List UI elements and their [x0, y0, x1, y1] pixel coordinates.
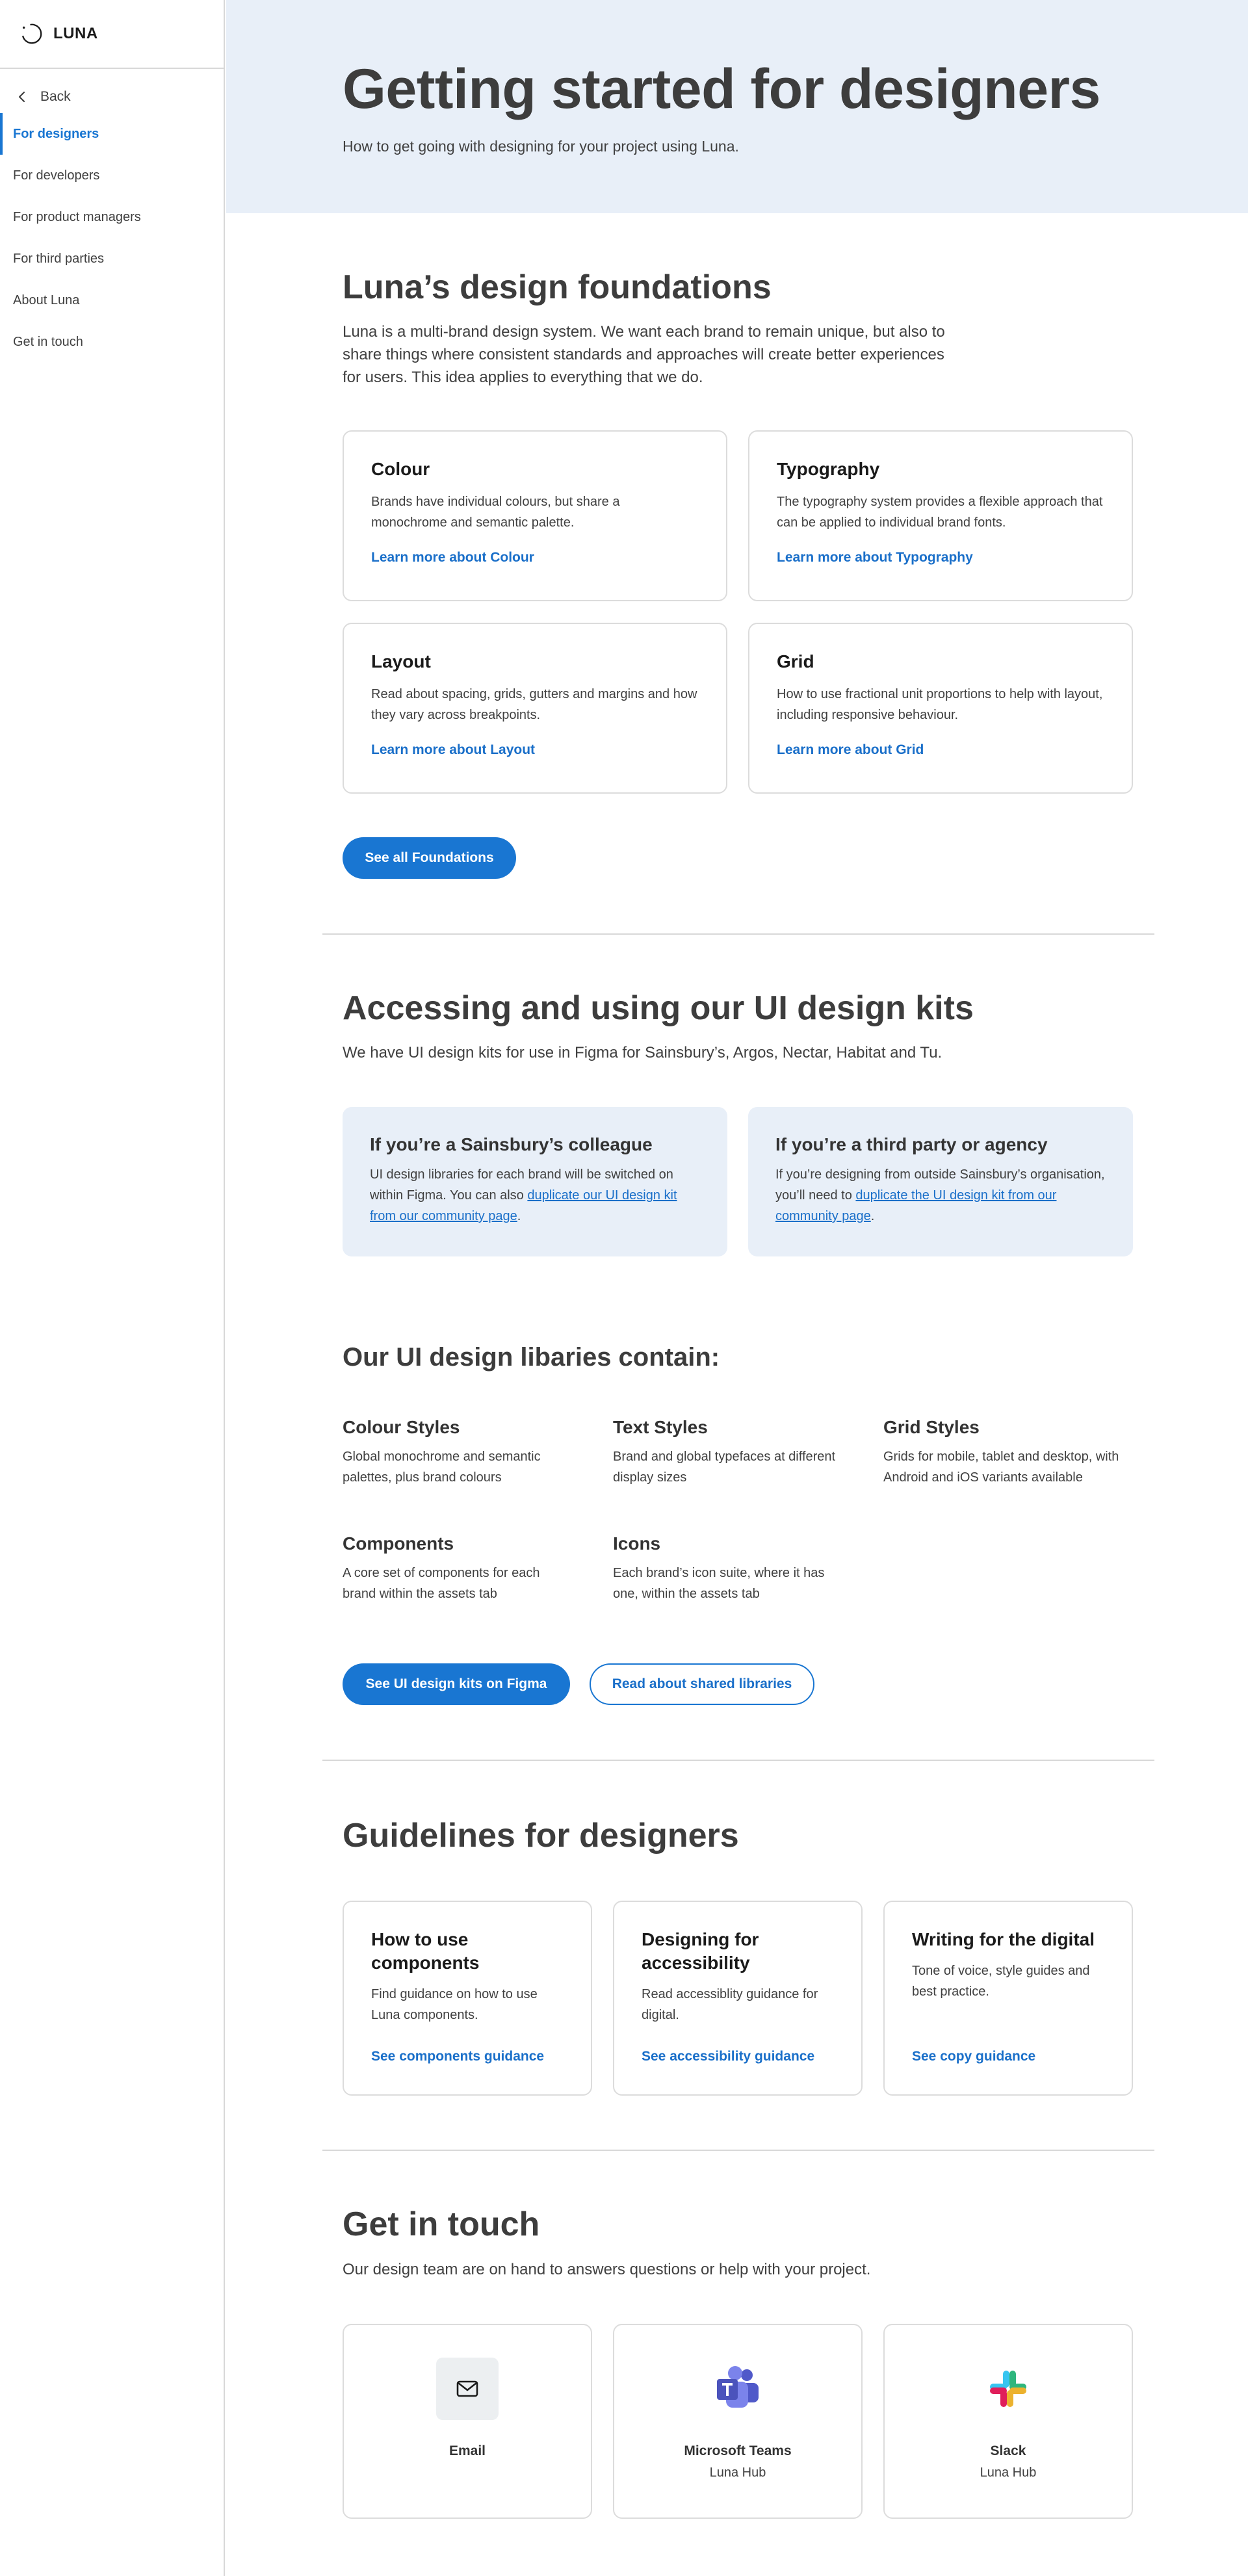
brand-header[interactable] — [0, 0, 224, 69]
page-subtitle: How to get going with designing for your project using Luna. — [343, 138, 739, 155]
see-ui-kits-figma-button[interactable]: See UI design kits on Figma — [343, 1663, 570, 1705]
kits-lead: We have UI design kits for use in Figma for Sainsbury’s, Argos, Nectar, Habitat and Tu. — [343, 1044, 942, 1061]
learn-more-colour-link[interactable]: Learn more about Colour — [371, 550, 534, 565]
slack-icon — [977, 2358, 1039, 2420]
duplicate-ui-kit-link[interactable]: duplicate the UI design kit from our community page — [775, 1188, 1057, 1223]
card-title: Layout — [371, 651, 431, 671]
sidebar — [0, 0, 225, 2576]
see-components-guidance-link[interactable]: See components guidance — [371, 2049, 545, 2064]
library-item-title: Components — [343, 1533, 454, 1554]
card-body: Read about spacing, grids, gutters and margins and how they vary across breakpoints. — [371, 687, 697, 722]
page-title: Getting started for designers — [343, 58, 1100, 120]
hero-banner — [226, 0, 1248, 213]
library-item-body: Brand and global typefaces at different display sizes — [613, 1450, 836, 1485]
card-body: Brands have individual colours, but share a monochrome and semantic palette. — [371, 495, 620, 530]
info-card-text-end: . — [517, 1209, 521, 1223]
page-body — [226, 213, 1248, 2576]
card-body: Find guidance on how to use Luna components. — [371, 1987, 538, 2022]
brand-name: LUNA — [53, 25, 98, 42]
guideline-card-accessibility — [613, 1901, 863, 2096]
info-card-body — [370, 1164, 700, 1227]
card-body: The typography system provides a flexible approach that can be applied to individual brand fonts. — [777, 495, 1103, 530]
info-card-text: If you’re designing from outside Sainsbury’s organisation, you’ll need to — [775, 1167, 1105, 1203]
microsoft-teams-icon — [707, 2358, 769, 2420]
learn-more-grid-link[interactable]: Learn more about Grid — [777, 742, 924, 757]
contact-name: Slack — [990, 2443, 1026, 2458]
library-item-icons — [613, 1533, 847, 1604]
section-divider — [322, 2150, 1154, 2151]
info-card-title: If you’re a third party or agency — [775, 1134, 1048, 1154]
sidebar-item-for-third-parties[interactable]: For third parties — [13, 251, 105, 266]
kits-title: Accessing and using our UI design kits — [343, 989, 974, 1027]
learn-more-typography-link[interactable]: Learn more about Typography — [777, 550, 973, 565]
contact-name: Email — [448, 2443, 486, 2458]
contact-lead: Our design team are on hand to answers questions or help with your project. — [343, 2261, 871, 2278]
luna-circle-logo-icon — [20, 21, 44, 46]
card-title: Colour — [371, 459, 430, 479]
contact-name: Microsoft Teams — [684, 2443, 792, 2458]
contact-card-teams[interactable] — [613, 2324, 863, 2519]
sidebar-item-for-developers[interactable]: For developers — [13, 168, 100, 183]
envelope-icon — [436, 2358, 499, 2420]
contact-card-slack[interactable] — [883, 2324, 1133, 2519]
card-body: Tone of voice, style guides and best practice. — [912, 1964, 1090, 1999]
guidelines-title: Guidelines for designers — [343, 1817, 739, 1854]
sidebar-nav — [0, 113, 224, 363]
foundations-lead: Luna is a multi-brand design system. We want each brand to remain unique, but also to share things where consistent standards and approaches will create better experiences for users. This idea applies to everything that we do. — [343, 323, 945, 386]
card-title: Writing for the digital — [912, 1929, 1095, 1949]
info-card-text: UI design libraries for each brand will be switched on within Figma. You can also — [370, 1167, 673, 1203]
see-all-foundations-button[interactable]: See all Foundations — [343, 837, 516, 879]
read-shared-libraries-button[interactable]: Read about shared libraries — [590, 1663, 814, 1705]
duplicate-ui-kit-link[interactable]: duplicate our UI design kit from our community page — [370, 1188, 677, 1223]
card-title: Grid — [777, 651, 814, 671]
info-card-body — [775, 1164, 1106, 1227]
contact-card-email[interactable] — [343, 2324, 592, 2519]
library-item-title: Icons — [613, 1533, 661, 1554]
library-item-title: Text Styles — [613, 1417, 708, 1437]
library-item-grid-styles — [883, 1416, 1133, 1488]
library-item-body: Each brand’s icon suite, where it has one, within the assets tab — [613, 1566, 825, 1601]
contact-sub: Luna Hub — [980, 2465, 1037, 2480]
contact-sub: Luna Hub — [709, 2465, 766, 2480]
main-content — [226, 0, 1248, 2576]
foundation-card-grid — [748, 623, 1133, 794]
third-party-card — [748, 1107, 1133, 1256]
library-item-title: Colour Styles — [343, 1417, 460, 1437]
library-item-text-styles — [613, 1416, 847, 1488]
guideline-card-components — [343, 1901, 592, 2096]
back-label: Back — [40, 89, 71, 104]
foundation-card-layout — [343, 623, 727, 794]
sidebar-item-for-designers[interactable]: For designers — [0, 113, 224, 155]
chevron-left-icon — [14, 89, 30, 105]
library-item-colour-styles — [343, 1416, 577, 1488]
foundation-card-typography — [748, 430, 1133, 601]
foundation-card-colour — [343, 430, 727, 601]
card-title: Designing for accessibility — [642, 1929, 759, 1973]
library-item-components — [343, 1533, 577, 1604]
guideline-card-writing — [883, 1901, 1133, 2096]
card-title: How to use components — [371, 1929, 480, 1973]
card-body: How to use fractional unit proportions to help with layout, including responsive behaviour. — [777, 687, 1103, 722]
section-divider — [322, 933, 1154, 935]
learn-more-layout-link[interactable]: Learn more about Layout — [371, 742, 536, 757]
info-card-text-end: . — [870, 1209, 875, 1223]
foundations-title: Luna’s design foundations — [343, 268, 772, 306]
sidebar-item-about-luna[interactable]: About Luna — [13, 293, 80, 307]
section-divider — [322, 1760, 1154, 1761]
sidebar-item-get-in-touch[interactable]: Get in touch — [13, 334, 83, 349]
see-copy-guidance-link[interactable]: See copy guidance — [912, 2049, 1036, 2064]
sainsburys-colleague-card — [343, 1107, 727, 1256]
library-item-body: Grids for mobile, tablet and desktop, with Android and iOS variants available — [883, 1450, 1119, 1485]
card-title: Typography — [777, 459, 880, 479]
library-item-title: Grid Styles — [883, 1417, 980, 1437]
info-card-title: If you’re a Sainsbury’s colleague — [370, 1134, 653, 1154]
see-accessibility-guidance-link[interactable]: See accessibility guidance — [642, 2049, 815, 2064]
library-item-body: A core set of components for each brand within the assets tab — [343, 1566, 540, 1601]
libraries-title: Our UI design libaries contain: — [343, 1343, 720, 1372]
card-body: Read accessiblity guidance for digital. — [642, 1987, 818, 2022]
back-link[interactable] — [0, 85, 224, 109]
sidebar-item-for-product-managers[interactable]: For product managers — [13, 209, 141, 224]
library-item-body: Global monochrome and semantic palettes, plus brand colours — [343, 1450, 541, 1485]
contact-title: Get in touch — [343, 2205, 540, 2243]
